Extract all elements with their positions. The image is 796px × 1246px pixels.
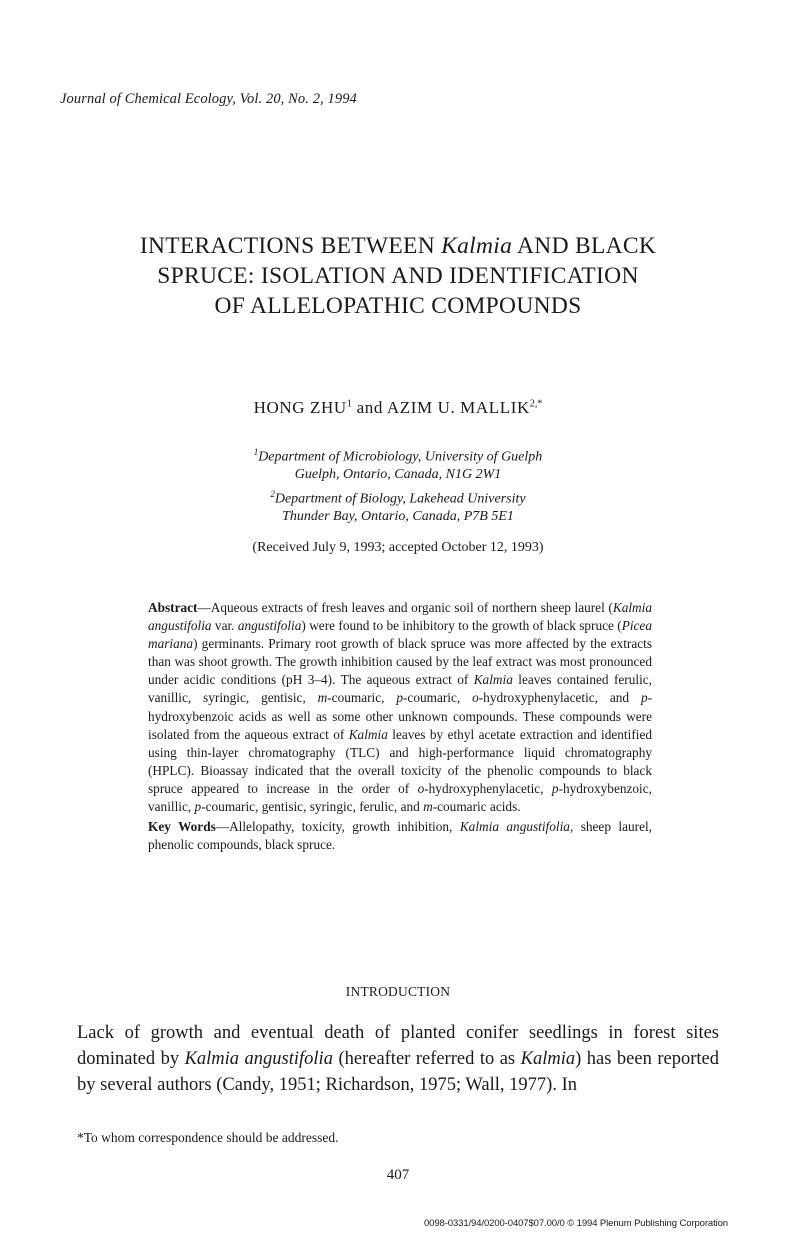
affiliation: [0, 444, 796, 483]
text-run: —Allelopathy, toxicity, growth inhibition,: [215, 819, 460, 834]
italic-text: Kalmia angustifolia: [184, 1049, 333, 1069]
italic-text: Picea mariana: [148, 618, 652, 652]
text-run: SPRUCE: ISOLATION AND IDENTIFICATION: [157, 263, 639, 289]
affiliation-address: Guelph, Ontario, Canada, N1G 2W1: [294, 466, 502, 482]
italic-text: Kalmia: [348, 726, 388, 742]
affiliation-department: Department of Microbiology, University of Guelph: [258, 449, 543, 465]
italic-text: Kalmia angustifolia: [459, 819, 570, 834]
text-run: -coumaric, gentisic, syringic, ferulic, and: [201, 799, 424, 815]
keywords: [148, 818, 652, 854]
text-run: -hydroxybenzoic, vanillic,: [148, 780, 652, 815]
text-run: -coumaric,: [403, 690, 473, 706]
affiliation-department: Department of Biology, Lakehead University: [274, 491, 526, 507]
italic-text: m: [317, 690, 328, 706]
author-name: HONG ZHU: [253, 398, 347, 417]
italic-text: o: [472, 690, 479, 706]
author-name: AZIM U. MALLIK: [386, 398, 530, 417]
title-line: [0, 231, 796, 261]
article-title: [0, 231, 796, 321]
run-in-heading: Abstract: [148, 600, 198, 615]
italic-text: p: [396, 690, 403, 706]
italic-text: p: [194, 799, 202, 815]
text-run: (hereafter referred to as: [332, 1049, 521, 1069]
text-run: -hydroxyphenylacetic, and: [478, 690, 641, 706]
affiliation-address: Thunder Bay, Ontario, Canada, P7B 5E1: [282, 508, 514, 524]
run-in-heading: Key Words: [148, 819, 216, 834]
introduction-paragraph: [77, 1020, 719, 1098]
text-run: , sheep laurel, phenolic compounds, black spruce.: [148, 819, 652, 853]
text-run: AND BLACK: [512, 233, 657, 259]
italic-text: Kalmia: [520, 1049, 576, 1069]
title-line: [0, 291, 796, 321]
italic-text: m: [423, 799, 433, 815]
text-run: OF ALLELOPATHIC COMPOUNDS: [214, 293, 582, 319]
italic-text: Kalmia angustifolia: [148, 600, 652, 634]
italic-text: p: [551, 780, 559, 796]
abstract: [148, 599, 652, 816]
text-run: -hydroxybenzoic acids as well as some other unknown compounds. These compounds were isolated from the aqueous extract of: [148, 690, 653, 742]
text-run: INTERACTIONS BETWEEN: [139, 233, 442, 259]
copyright-line: 0098-0331/94/0200-0407$07.00/0 © 1994 Plenum Publishing Corporation: [423, 1218, 728, 1229]
author-conjunction: and: [351, 398, 387, 417]
affiliation-marker: 1: [253, 447, 259, 457]
text-run: leaves contained ferulic, vanillic, syringic, gentisic,: [148, 672, 653, 706]
affiliation: [0, 486, 796, 525]
section-heading-introduction: INTRODUCTION: [345, 984, 451, 999]
text-run: var.: [211, 618, 238, 634]
text-run: -coumaric acids.: [432, 799, 521, 815]
author-affiliation-marker: 2,*: [529, 398, 543, 410]
italic-text: Kalmia: [441, 233, 513, 259]
italic-text: p: [640, 690, 648, 706]
journal-citation: Journal of Chemical Ecology, Vol. 20, No. 2, 1994: [60, 91, 357, 107]
italic-text: o: [417, 780, 425, 796]
text-run: —Aqueous extracts of fresh leaves and organic soil of northern sheep laurel (: [197, 600, 613, 615]
page-number: 407: [386, 1167, 410, 1183]
text-run: -hydroxyphenylacetic,: [424, 780, 552, 796]
affiliation-marker: 2: [270, 489, 275, 499]
received-dates: (Received July 9, 1993; accepted October 12, 1993): [252, 540, 544, 555]
italic-text: angustifolia: [237, 618, 302, 634]
text-run: Lack of growth and eventual death of planted conifer seedlings in forest sites dominated by: [77, 1023, 719, 1069]
title-line: [0, 261, 796, 291]
text-run: -coumaric,: [327, 690, 397, 706]
text-run: ) germinants. Primary root growth of black spruce was more affected by the extracts than was shoot growth. The growth inhibition caused by the leaf extract was most pronounced under acidic conditions (pH 3–4). The aqueous extract of: [148, 636, 652, 688]
text-run: ) has been reported by several authors (Candy, 1951; Richardson, 1975; Wall, 1977). In: [77, 1049, 719, 1095]
author-list: [0, 398, 796, 418]
text-run: leaves by ethyl acetate extraction and identified using thin-layer chromatography (TLC) and high-performance liquid chromatography (HPLC). Bioassay indicated that the overall toxicity of the phenolic compounds to black spruce appeared to increase in the order of: [148, 726, 652, 796]
text-run: ) were found to be inhibitory to the growth of black spruce (: [301, 618, 622, 634]
author-affiliation-marker: 1: [346, 398, 352, 410]
correspondence-footnote: *To whom correspondence should be addressed.: [77, 1130, 339, 1145]
italic-text: Kalmia: [473, 672, 513, 688]
